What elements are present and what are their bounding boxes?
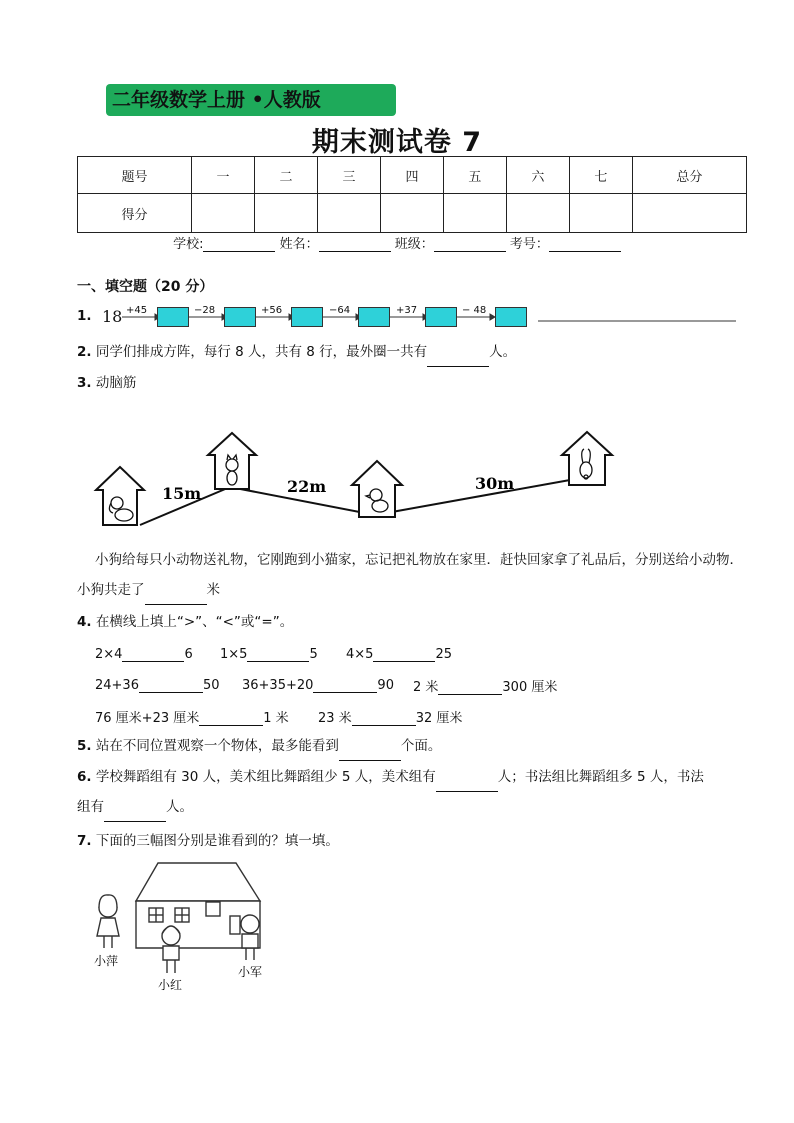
op-label: −64 xyxy=(329,305,351,316)
q2-text: 同学们排成方阵，每行 8 人，共有 8 行，最外圈一共有 xyxy=(95,344,428,360)
q5 xyxy=(77,731,747,761)
header-cell: 三 xyxy=(318,157,381,194)
q4-comparisons xyxy=(0,640,794,730)
q7-text: 下面的三幅图分别是谁看到的？填一填。 xyxy=(95,833,339,849)
header-cell: 题号 xyxy=(78,157,192,194)
op-label: +37 xyxy=(396,305,418,316)
q6-text: 学校舞蹈组有 30 人，美术组比舞蹈组少 5 人，美术组有 xyxy=(95,769,436,785)
cmp-right: 5 xyxy=(309,647,318,662)
answer-box[interactable] xyxy=(291,307,323,327)
q6 xyxy=(77,762,747,822)
cmp-right: 50 xyxy=(202,678,220,693)
cmp-blank[interactable] xyxy=(373,645,435,662)
q5-text-end: 个面。 xyxy=(400,738,442,754)
q4-title: 在横线上填上“>”、“<”或“=”。 xyxy=(95,614,294,630)
q6-blank[interactable] xyxy=(436,773,498,792)
cmp-left: 4×5 xyxy=(346,647,374,662)
q3-title: 动脑筋 xyxy=(95,375,137,391)
q6-text-mid: 人；书法组比舞蹈组多 5 人，书法 xyxy=(497,769,704,785)
school-label: 学校: xyxy=(173,237,204,252)
q4-number: 4. xyxy=(77,614,92,630)
score-cell[interactable] xyxy=(443,194,506,233)
answer-box[interactable] xyxy=(358,307,390,327)
op-label: −28 xyxy=(194,305,216,316)
cmp-left: 24+36 xyxy=(95,678,139,693)
q1-chain xyxy=(0,300,794,334)
q5-number: 5. xyxy=(77,738,92,754)
q3-title-line xyxy=(77,368,747,398)
cmp-right: 25 xyxy=(435,647,452,662)
header-cell: 二 xyxy=(255,157,318,194)
child-name: 小红 xyxy=(158,978,183,992)
cmp-item xyxy=(95,707,289,726)
header-cell: 一 xyxy=(192,157,255,194)
cmp-item xyxy=(242,676,394,693)
header-cell: 五 xyxy=(443,157,506,194)
header-cell: 七 xyxy=(569,157,632,194)
q2-blank[interactable] xyxy=(427,348,489,367)
distance-label: 22m xyxy=(287,477,327,496)
q7 xyxy=(77,826,747,856)
child-name: 小萍 xyxy=(94,954,119,968)
q4-title-line xyxy=(77,607,747,637)
q3-unit: 米 xyxy=(206,582,220,598)
cmp-item xyxy=(318,707,462,726)
student-info xyxy=(0,233,794,252)
page-title: 期末测试卷 7 xyxy=(311,127,483,158)
cmp-item xyxy=(95,676,220,693)
class-label: 班级： xyxy=(394,237,434,252)
cmp-left: 2 米 xyxy=(413,680,439,695)
score-cell[interactable] xyxy=(255,194,318,233)
cmp-right: 90 xyxy=(377,678,394,693)
distance-label: 30m xyxy=(475,474,515,493)
q2-number: 2. xyxy=(77,344,92,360)
op-label: − 48 xyxy=(462,305,487,316)
score-cell[interactable] xyxy=(569,194,632,233)
answer-box[interactable] xyxy=(224,307,256,327)
q5-text: 站在不同位置观察一个物体，最多能看到 xyxy=(95,738,339,754)
row-label: 得分 xyxy=(78,194,192,233)
cmp-left: 2×4 xyxy=(95,647,123,662)
cmp-item xyxy=(413,676,557,695)
answer-box[interactable] xyxy=(425,307,457,327)
answer-box[interactable] xyxy=(157,307,189,327)
exam-no-label: 考号： xyxy=(509,237,549,252)
cmp-left: 23 米 xyxy=(318,711,352,726)
op-label: +56 xyxy=(261,305,283,316)
cmp-item xyxy=(346,645,452,662)
q2-text-end: 人。 xyxy=(489,344,517,360)
score-table xyxy=(77,156,747,233)
cmp-blank[interactable] xyxy=(199,709,263,726)
cmp-blank[interactable] xyxy=(313,676,377,693)
cmp-right: 32 厘米 xyxy=(415,711,463,726)
cmp-right: 1 米 xyxy=(263,711,289,726)
cmp-left: 1×5 xyxy=(220,647,248,662)
q1-number: 1. xyxy=(77,308,92,324)
cmp-left: 36+35+20 xyxy=(242,678,314,693)
q7-number: 7. xyxy=(77,833,92,849)
q3-number: 3. xyxy=(77,375,92,391)
q6-text-end: 人。 xyxy=(166,799,193,815)
q2 xyxy=(77,337,747,367)
q6-text-c: 组有 xyxy=(77,799,104,815)
school-blank[interactable] xyxy=(203,251,275,252)
start-number: 18 xyxy=(102,307,123,326)
q6-blank-2[interactable] xyxy=(104,803,166,822)
q3-blank[interactable] xyxy=(145,586,207,605)
cmp-blank[interactable] xyxy=(122,645,184,662)
score-cell[interactable] xyxy=(318,194,381,233)
score-cell[interactable] xyxy=(632,194,746,233)
q3-text xyxy=(77,545,747,605)
cmp-right: 6 xyxy=(184,647,193,662)
op-label: +45 xyxy=(126,305,148,316)
cmp-blank[interactable] xyxy=(352,709,416,726)
cmp-blank[interactable] xyxy=(139,676,203,693)
score-cell[interactable] xyxy=(506,194,569,233)
cmp-left: 76 厘米+23 厘米 xyxy=(95,711,200,726)
name-label: 姓名： xyxy=(279,237,319,252)
header-cell: 四 xyxy=(380,157,443,194)
header-cell: 总分 xyxy=(632,157,746,194)
name-blank[interactable] xyxy=(319,251,391,252)
score-cell[interactable] xyxy=(192,194,255,233)
q6-number: 6. xyxy=(77,769,92,785)
animal-houses-diagram xyxy=(90,425,630,535)
cmp-item xyxy=(220,645,318,662)
cmp-blank[interactable] xyxy=(247,645,309,662)
score-cell[interactable] xyxy=(380,194,443,233)
grade-badge: 二年级数学上册 •人教版 xyxy=(106,84,396,116)
cmp-item xyxy=(95,645,193,662)
header-cell: 六 xyxy=(506,157,569,194)
cmp-right: 300 厘米 xyxy=(502,680,558,695)
cmp-blank[interactable] xyxy=(438,678,502,695)
answer-box[interactable] xyxy=(495,307,527,327)
class-blank[interactable] xyxy=(434,251,506,252)
house-children-illustration xyxy=(88,858,288,998)
exam-no-blank[interactable] xyxy=(549,251,621,252)
q5-blank[interactable] xyxy=(339,742,401,761)
distance-label: 15m xyxy=(162,484,202,503)
section-heading: 一、填空题（20 分） xyxy=(77,279,214,295)
q3-story: 小狗给每只小动物送礼物，它刚跑到小猫家，忘记把礼物放在家里．赶快回家拿了礼品后，分别送给小动物．小狗共走了 xyxy=(77,552,743,598)
child-name: 小军 xyxy=(238,965,263,979)
